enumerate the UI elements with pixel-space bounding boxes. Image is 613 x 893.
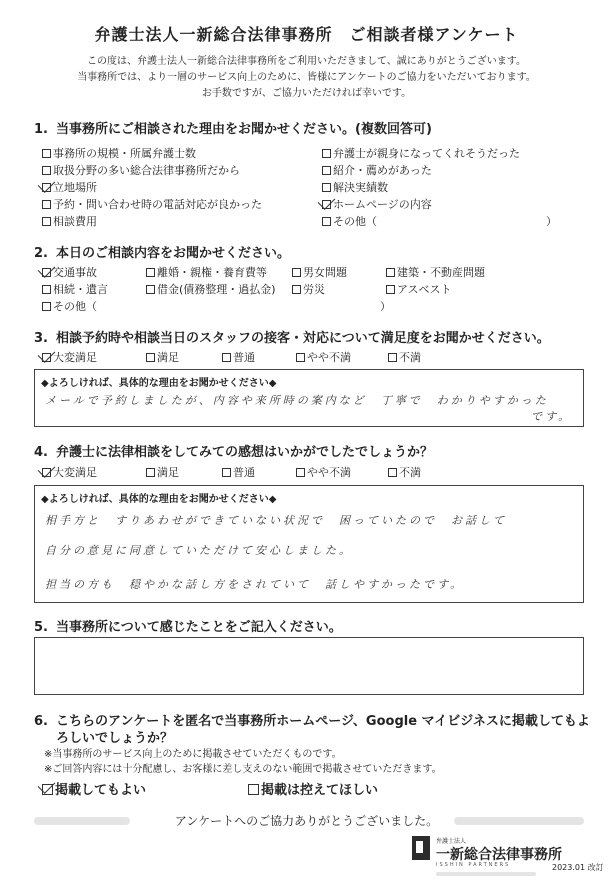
q2-option[interactable]: 建築・不動産問題 (386, 264, 485, 280)
checkbox[interactable] (322, 183, 331, 192)
logo-name: 一新総合法律事務所 (436, 847, 562, 863)
question-5: 5. 当事務所について感じたことをご記入ください。 (34, 620, 342, 635)
q1-option[interactable]: 予約・問い合わせ時の電話対応が良かった (42, 196, 262, 212)
q2-option[interactable]: 相続・遺言 (42, 281, 108, 297)
q2-option[interactable]: 離婚・親権・養育費等 (146, 264, 267, 280)
checkbox[interactable] (42, 217, 51, 226)
checkbox-checked[interactable] (42, 353, 51, 362)
question-4: 4. 弁護士に法律相談をしてみての感想はいかがでしたでしょうか？ (34, 445, 434, 460)
q6-note: ※ご回答内容には十分配慮し、お客様に差し支えのない範囲で掲載させていただきます。 (44, 764, 442, 775)
checkbox-checked[interactable] (322, 200, 331, 209)
q1-option[interactable]: 相談費用 (42, 213, 97, 229)
checkbox[interactable] (322, 149, 331, 158)
close-paren: ） (380, 300, 391, 313)
checkbox[interactable] (386, 285, 395, 294)
handwritten-comment: 相手方と すりあわせができていない状況で 困っていたので お話して (45, 514, 507, 527)
q1-option[interactable]: 取扱分野の多い総合法律事務所だから (42, 162, 240, 178)
question-1: 1. 当事務所にご相談された理由をお聞かせください。(複数回答可) (34, 122, 432, 137)
checkbox[interactable] (146, 268, 155, 277)
decorative-blur (436, 872, 536, 876)
checkbox[interactable] (296, 353, 305, 362)
checkbox[interactable] (248, 784, 259, 795)
thanks-message: アンケートへのご協力ありがとうございました。 (174, 814, 439, 828)
q1-option[interactable]: その他（ (322, 213, 377, 229)
handwritten-comment: 担当の方も 穏やかな話し方をされていて 話しやすかったです。 (45, 578, 465, 591)
q6-note: ※当事務所のサービス向上のために掲載させていただくものです。 (44, 749, 342, 760)
checkbox-checked[interactable] (42, 784, 53, 795)
checkbox[interactable] (292, 285, 301, 294)
q2-option[interactable]: 労災 (292, 281, 325, 297)
checkbox[interactable] (322, 217, 331, 226)
question-3: 3. 相談予約時や相談当日のスタッフの接客・対応について満足度をお聞かせください。 (34, 331, 550, 346)
checkbox[interactable] (222, 353, 231, 362)
checkbox[interactable] (222, 468, 231, 477)
logo-subtitle: ISSHIN PARTNERS (436, 862, 511, 868)
q2-option[interactable]: 男女問題 (292, 264, 347, 280)
intro-line-2: 当事務所では、より一層のサービス向上のために、皆様にアンケートのご協力をいただいております。 (77, 72, 536, 83)
q1-option[interactable]: 紹介・薦めがあった (322, 162, 432, 178)
comment-heading: ◆よろしければ、具体的な理由をお聞かせください◆ (41, 494, 277, 505)
q3-option[interactable]: 不満 (388, 349, 421, 365)
intro-line-3: お手数ですが、ご協力いただければ幸いです。 (201, 88, 412, 99)
question-2: 2. 本日のご相談内容をお聞かせください。 (34, 246, 291, 261)
q4-option[interactable]: 大変満足 (42, 464, 97, 480)
q5-comment-box[interactable] (34, 637, 584, 695)
q2-option[interactable]: アスベスト (386, 281, 452, 297)
logo-small-text: 弁護士法人 (436, 838, 467, 845)
q1-option[interactable]: 事務所の規模・所属弁護士数 (42, 145, 196, 161)
checkbox-checked[interactable] (42, 268, 51, 277)
checkbox[interactable] (42, 149, 51, 158)
firm-logo-icon (412, 836, 430, 860)
intro-line-1: この度は、弁護士法人一新総合法律事務所をご利用いただきまして、誠にありがとうございます。 (87, 56, 526, 67)
page-title: 弁護士法人一新総合法律事務所 ご相談者様アンケート (94, 25, 519, 44)
checkbox-checked[interactable] (42, 468, 51, 477)
q6-option[interactable]: 掲載は控えてほしい (248, 779, 378, 798)
checkbox[interactable] (322, 166, 331, 175)
q3-option[interactable]: 普通 (222, 349, 255, 365)
q4-option[interactable]: 満足 (146, 464, 179, 480)
checkbox-checked[interactable] (42, 183, 51, 192)
q3-option[interactable]: 大変満足 (42, 349, 97, 365)
q1-option[interactable]: 弁護士が親身になってくれそうだった (322, 145, 520, 161)
checkbox[interactable] (42, 302, 51, 311)
q2-option[interactable]: その他（ (42, 298, 97, 314)
q3-comment-box[interactable] (34, 369, 584, 427)
q4-option[interactable]: やや不満 (296, 464, 351, 480)
q4-comment-box[interactable] (34, 485, 584, 603)
q2-option[interactable]: 交通事故 (42, 264, 97, 280)
q4-option[interactable]: 不満 (388, 464, 421, 480)
checkbox[interactable] (388, 353, 397, 362)
checkbox[interactable] (388, 468, 397, 477)
q1-option[interactable]: 解決実績数 (322, 179, 388, 195)
q3-option[interactable]: 満足 (146, 349, 179, 365)
q1-option[interactable]: ホームページの内容 (322, 196, 432, 212)
checkbox[interactable] (42, 200, 51, 209)
checkbox[interactable] (146, 468, 155, 477)
comment-heading: ◆よろしければ、具体的な理由をお聞かせください◆ (41, 378, 277, 389)
handwritten-comment: 自分の意見に同意していただけて安心しました。 (45, 544, 353, 557)
q1-option[interactable]: 立地場所 (42, 179, 97, 195)
checkbox[interactable] (42, 166, 51, 175)
checkbox[interactable] (146, 353, 155, 362)
close-paren: ） (546, 215, 557, 228)
handwritten-comment: メールで予約しましたが、内容や来所時の案内など 丁寧で わかりやすかった (45, 394, 549, 407)
checkbox[interactable] (292, 268, 301, 277)
q6-option[interactable]: 掲載してもよい (42, 779, 146, 798)
checkbox[interactable] (296, 468, 305, 477)
handwritten-comment: です。 (531, 410, 573, 423)
question-6: 6. こちらのアンケートを匿名で当事務所ホームページ、Google マイビジネスに掲載してもよ (34, 714, 590, 729)
checkbox[interactable] (42, 285, 51, 294)
revision-date: 2023.01 改訂 (552, 863, 604, 872)
checkbox[interactable] (146, 285, 155, 294)
question-6-cont: ろしいでしょうか？ (56, 731, 174, 746)
q2-option[interactable]: 借金(債務整理・過払金) (146, 281, 276, 297)
q3-option[interactable]: やや不満 (296, 349, 351, 365)
q4-option[interactable]: 普通 (222, 464, 255, 480)
checkbox[interactable] (386, 268, 395, 277)
